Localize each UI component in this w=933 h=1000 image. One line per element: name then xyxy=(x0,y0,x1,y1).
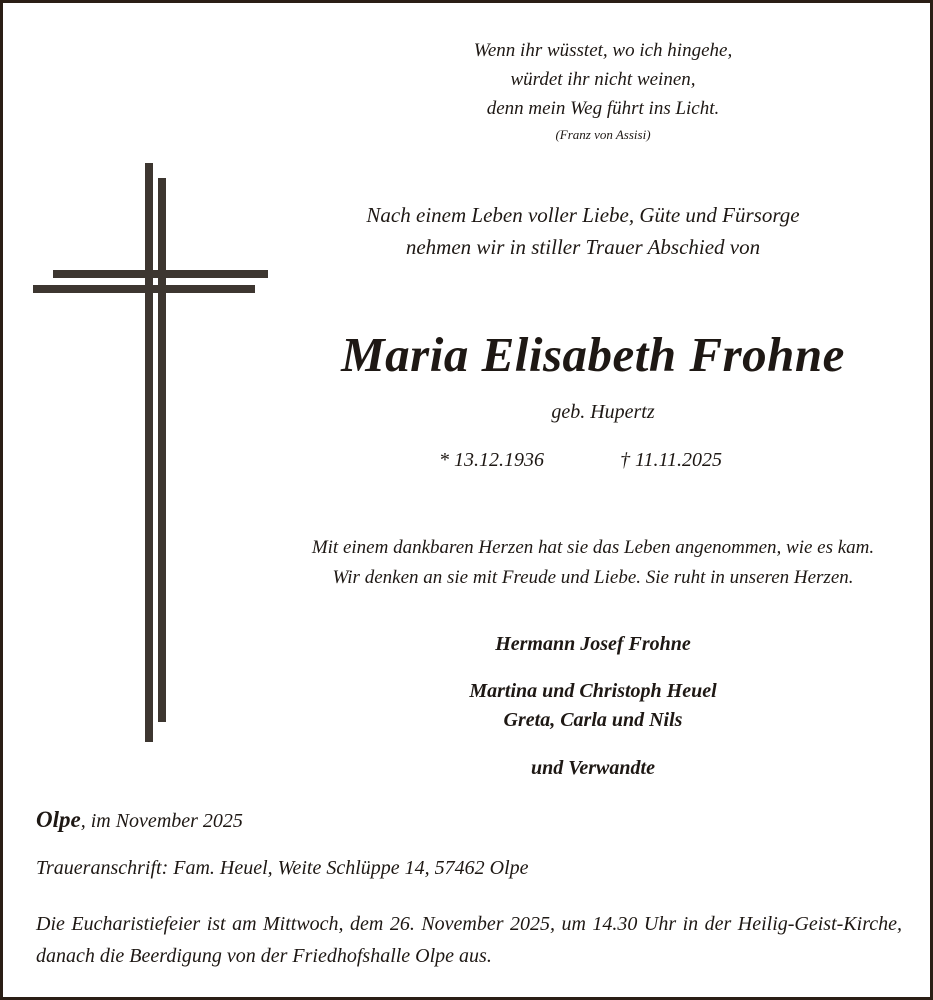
mourner: und Verwandte xyxy=(531,757,655,779)
intro-line: Nach einem Leben voller Liebe, Güte und Fürsorge xyxy=(366,203,800,227)
mourner: Hermann Josef Frohne xyxy=(495,633,691,655)
mourner: Martina und Christoph Heuel xyxy=(469,680,717,702)
intro-line: nehmen wir in stiller Trauer Abschied von xyxy=(405,235,761,259)
service-info: Die Eucharistiefeier ist am Mittwoch, dem 26. November 2025, um 14.30 Uhr in der Heilig-Geist-Kirche, danach die Beerdigung von der Friedhofshalle Olpe aus. xyxy=(36,913,902,967)
quote-source: (Franz von Assisi) xyxy=(555,127,651,142)
quote-line: würdet ihr nicht weinen, xyxy=(510,69,696,90)
death-date: † 11.11.2025 xyxy=(620,449,723,471)
place: Olpe xyxy=(36,807,81,832)
birth-date: * 13.12.1936 xyxy=(439,449,544,471)
date: , im November 2025 xyxy=(80,810,243,832)
quote xyxy=(423,36,783,123)
tribute-text xyxy=(263,533,923,593)
tribute-line: Wir denken an sie mit Freude und Liebe. Sie ruht in unseren Herzen. xyxy=(332,567,854,588)
mourning-address: Traueranschrift: Fam. Heuel, Weite Schlüppe 14, 57462 Olpe xyxy=(36,857,529,879)
mourner: Greta, Carla und Nils xyxy=(503,709,683,731)
intro-text xyxy=(303,199,863,263)
birth-name: geb. Hupertz xyxy=(551,401,655,423)
place-date xyxy=(36,807,243,833)
tribute-line: Mit einem dankbaren Herzen hat sie das Leben angenommen, wie es kam. xyxy=(311,537,875,558)
deceased-name: Maria Elisabeth Frohne xyxy=(341,327,845,382)
quote-line: Wenn ihr wüsstet, wo ich hingehe, xyxy=(473,40,733,61)
quote-line: denn mein Weg führt ins Licht. xyxy=(486,98,720,119)
